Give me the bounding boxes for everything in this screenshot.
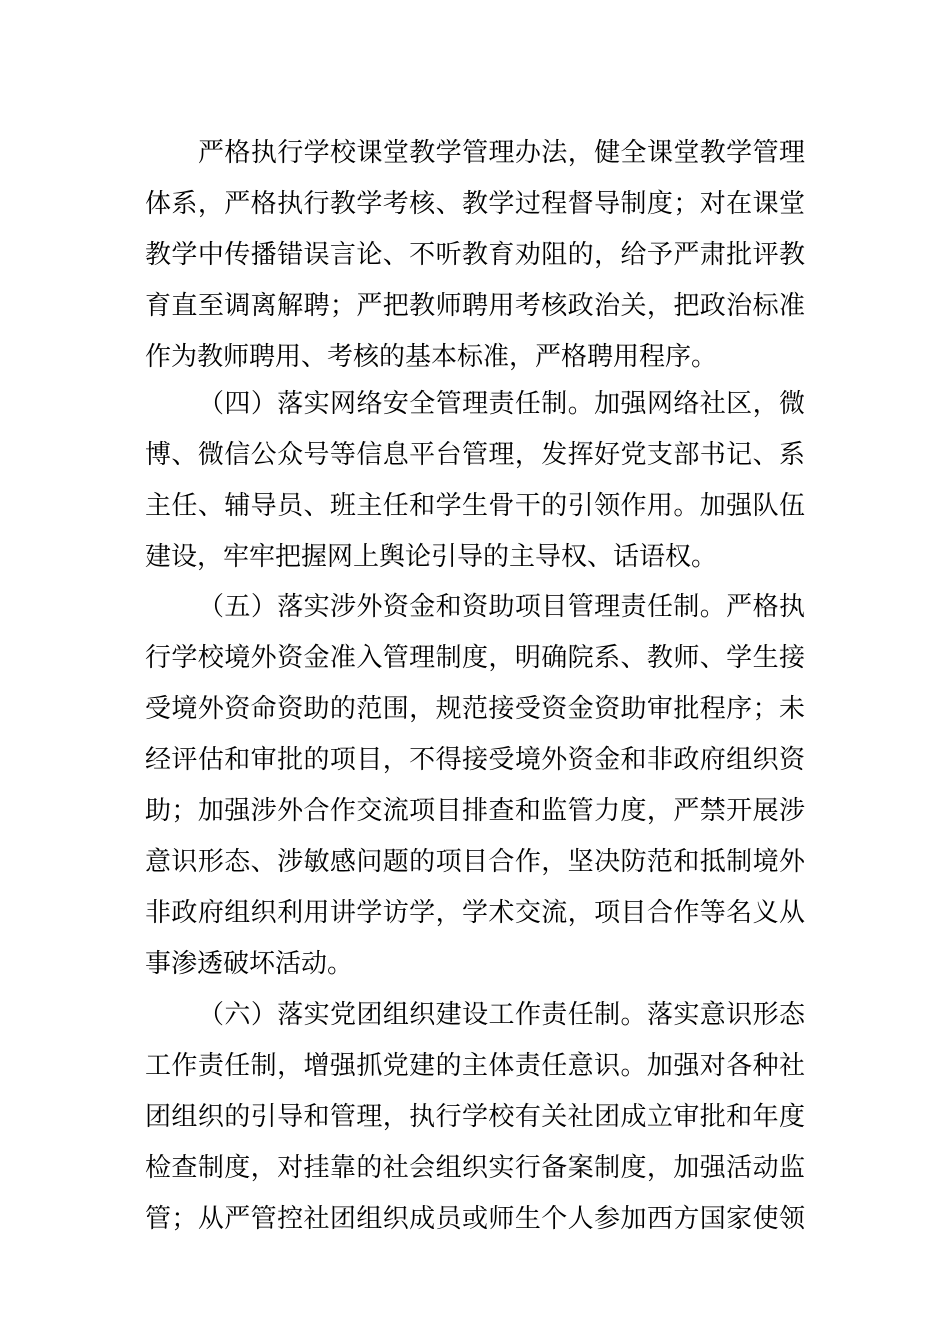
paragraph-1-line-5: 作为教师聘用、考核的基本标准，严格聘用程序。 <box>145 342 718 372</box>
paragraph-1-line-2: 体系，严格执行教学考核、教学过程督导制度；对在课堂 <box>145 189 805 219</box>
paragraph-3-line-2: 行学校境外资金准入管理制度，明确院系、教师、学生接 <box>145 643 805 673</box>
paragraph-3-line-6: 意识形态、涉敏感问题的项目合作，坚决防范和抵制境外 <box>145 847 805 877</box>
paragraph-4-line-5: 管；从严管控社团组织成员或师生个人参加西方国家使领 <box>145 1204 805 1234</box>
paragraph-2-line-2: 博、微信公众号等信息平台管理，发挥好党支部书记、系 <box>145 440 805 470</box>
paragraph-3-line-5: 助；加强涉外合作交流项目排查和监管力度，严禁开展涉 <box>145 796 805 826</box>
paragraph-3-line-4: 经评估和审批的项目，不得接受境外资金和非政府组织资 <box>145 745 805 775</box>
paragraph-3-line-1: （五）落实涉外资金和资助项目管理责任制。严格执 <box>198 592 805 622</box>
paragraph-2-line-3: 主任、辅导员、班主任和学生骨干的引领作用。加强队伍 <box>145 491 805 521</box>
paragraph-1-line-1: 严格执行学校课堂教学管理办法，健全课堂教学管理 <box>198 138 805 168</box>
paragraph-4-line-2: 工作责任制，增强抓党建的主体责任意识。加强对各种社 <box>145 1051 805 1081</box>
paragraph-3-line-3: 受境外资命资助的范围，规范接受资金资助审批程序；未 <box>145 694 805 724</box>
paragraph-4-line-1: （六）落实党团组织建设工作责任制。落实意识形态 <box>198 1000 805 1030</box>
paragraph-1-line-4: 育直至调离解聘；严把教师聘用考核政治关，把政治标准 <box>145 291 805 321</box>
paragraph-4-line-3: 团组织的引导和管理，执行学校有关社团成立审批和年度 <box>145 1102 805 1132</box>
paragraph-3-line-8: 事渗透破坏活动。 <box>145 949 354 979</box>
paragraph-3-line-7: 非政府组织利用讲学访学，学术交流，项目合作等名义从 <box>145 898 805 928</box>
paragraph-1-line-3: 教学中传播错误言论、不听教育劝阻的，给予严肃批评教 <box>145 240 805 270</box>
paragraph-4-line-4: 检查制度，对挂靠的社会组织实行备案制度，加强活动监 <box>145 1153 805 1183</box>
paragraph-2-line-1: （四）落实网络安全管理责任制。加强网络社区，微 <box>198 389 805 419</box>
paragraph-2-line-4: 建设，牢牢把握网上舆论引导的主导权、话语权。 <box>145 542 718 572</box>
